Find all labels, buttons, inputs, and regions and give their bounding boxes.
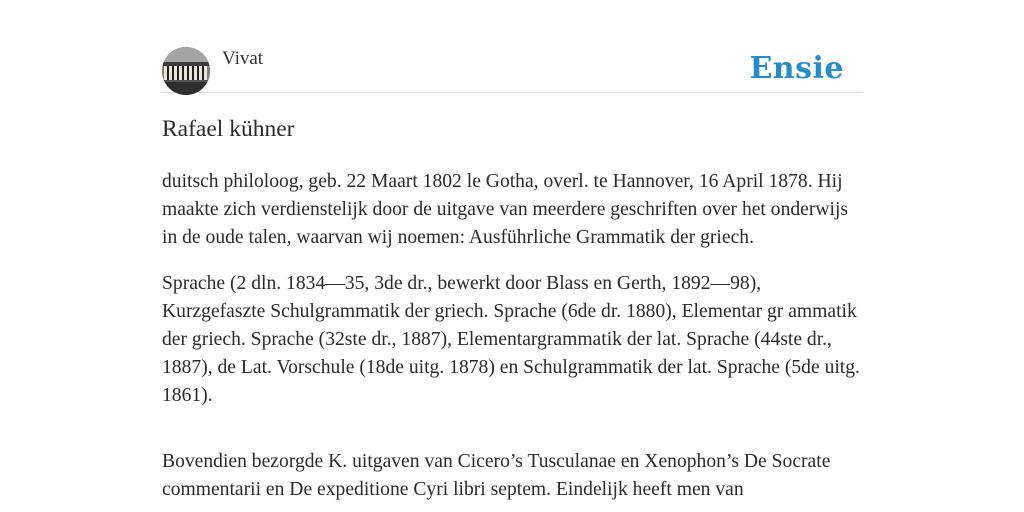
source-name[interactable]: Vivat [222, 48, 264, 69]
article-paragraph: duitsch philoloog, geb. 22 Maart 1802 le Gotha, overl. te Hannover, 16 April 1878. Hij maakte zich verdienstelijk door de uitgave van meerdere geschriften over het onderwijs in de oude talen, waarvan wij noemen: Ausführliche Grammatik der griech. [162, 171, 849, 248]
article-paragraph: Sprache (2 dln. 1834—35, 3de dr., bewerkt door Blass en Gerth, 1892—98), Kurzgefaszte Schulgrammatik der griech. Sprache (6de dr. 1880), Elementar gr ammatik der griech. Sprache (32ste dr., 1887), Elementargrammatik der lat. Sprache (44ste dr., 1887), de Lat. Vorschule (18de uitg. 1878) en Schulgrammatik der lat. Sprache (5de uitg. 1861). [162, 273, 860, 406]
article-paragraph: Bovendien bezorgde K. uitgaven van Cicero’s Tusculanae en Xenophon’s De Socrate commentarii en De expeditione Cyri libri septem. Eindelijk heeft men van [162, 451, 831, 500]
header [162, 46, 862, 93]
typewriter-keys-avatar-icon[interactable] [162, 47, 210, 95]
article-body [162, 168, 862, 512]
article-title: Rafael kühner [162, 116, 295, 142]
brand-logo[interactable]: Ensie [749, 51, 844, 86]
